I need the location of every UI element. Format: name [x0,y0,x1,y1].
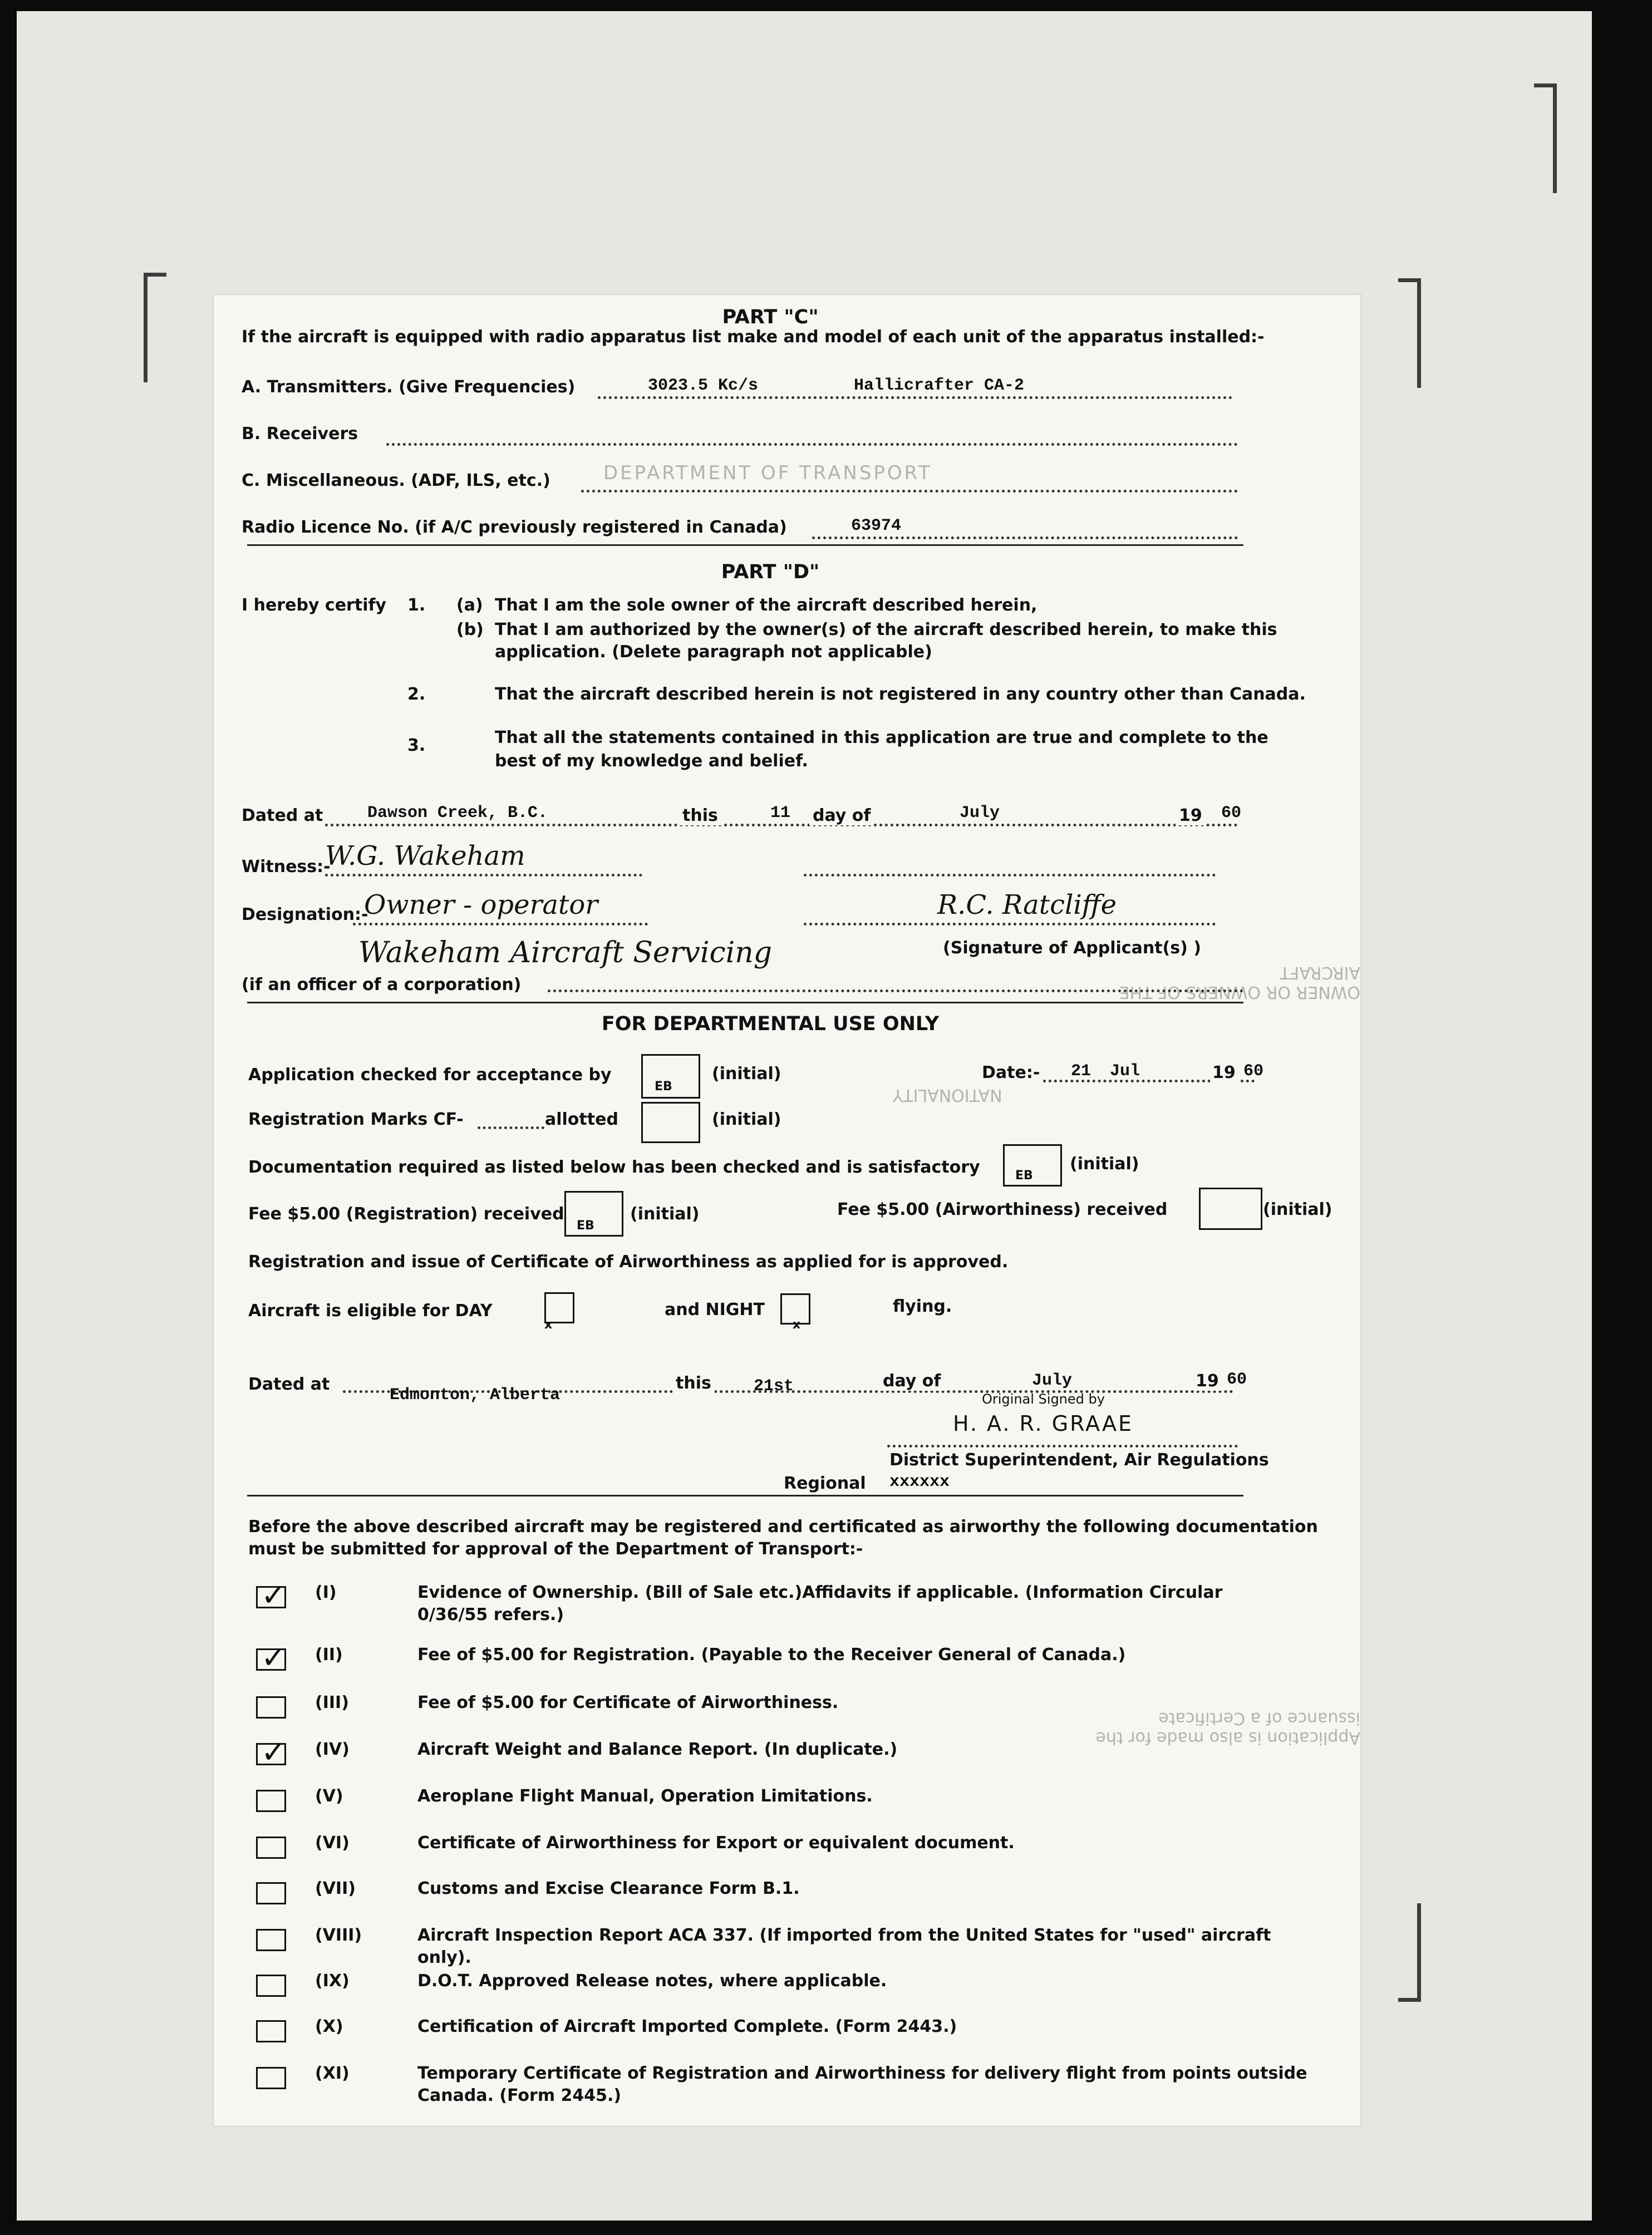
night-label: and NIGHT [665,1300,765,1320]
document-checkbox[interactable] [256,2020,286,2042]
document-item-text: Certificate of Airworthiness for Export or equivalent document. [417,1833,1015,1853]
crop-mark-top-left [144,273,166,382]
initial-label: (initial) [1263,1200,1333,1219]
divider [247,544,1243,546]
witness-line-2 [804,874,1216,877]
document-checkbox[interactable] [256,1640,287,1675]
part-c-intro: If the aircraft is equipped with radio apparatus list make and model of each unit of the apparatus installed:- [242,327,1265,347]
documentation-intro: Before the above described aircraft may be registered and certificated as airworthy the following documentation [248,1517,1318,1537]
witness-label: Witness:- [242,857,331,877]
check-mark-icon: ✓ [261,1578,287,1613]
document-item-number: (V) [315,1786,343,1806]
document-item-text: 0/36/55 refers.) [417,1605,564,1624]
this-label: this [672,1374,715,1393]
document-item-text: Aeroplane Flight Manual, Operation Limitations. [417,1786,873,1806]
check-mark-icon: ✓ [261,1735,287,1770]
document-item-number: (VI) [315,1833,350,1853]
document-item-number: (IX) [315,1971,350,1991]
document-item-number: (XI) [315,2064,350,2083]
designation-value: Owner - operator [364,889,598,920]
check-mark-icon: ✓ [261,1640,287,1675]
applicant-signature-line [804,923,1216,925]
document-item-number: (I) [315,1583,337,1602]
document-item-text: D.O.T. Approved Release notes, where applicable. [417,1971,887,1991]
reg-marks-initial-box [641,1102,700,1143]
item-2-number: 2. [407,685,426,704]
documentation-label: Documentation required as listed below has been checked and is satisfactory [248,1158,980,1177]
form-page [214,295,1360,2126]
misc-label: C. Miscellaneous. (ADF, ILS, etc.) [242,471,550,490]
corporation-line [548,989,1243,992]
transmitters-line [598,396,1232,399]
reg-marks-label: Registration Marks CF- [248,1110,464,1129]
divider [247,1002,1243,1003]
part-c-heading: PART "C" [722,306,819,328]
initial-label: (initial) [712,1064,781,1084]
item-1b-text: application. (Delete paragraph not applicable) [495,642,932,662]
documentation-intro: must be submitted for approval of the Department of Transport:- [248,1539,863,1559]
month-value: July [1032,1371,1073,1390]
flying-label: flying. [893,1297,952,1316]
crop-mark-top-right [1398,278,1421,388]
month-value: July [960,804,1000,823]
date-year-prefix: 19 [1210,1063,1238,1082]
crop-mark-top-far-right [1534,83,1557,193]
day-value: 11 [770,804,791,823]
document-item-number: (VIII) [315,1926,362,1945]
year-value: 60 [1227,1370,1247,1389]
certify-label: I hereby certify [242,595,387,615]
checked-label: Application checked for acceptance by [248,1065,612,1085]
year-prefix: 19 [1176,806,1206,825]
document-checkbox[interactable] [256,1578,287,1613]
fee-registration-initial: EB [577,1219,594,1233]
year-value: 60 [1221,804,1242,823]
document-item-text: only). [417,1948,471,1967]
designation-line [353,923,648,925]
applicant-signature: R.C. Ratcliffe [937,889,1117,920]
regional-label: Regional [784,1474,866,1493]
original-signed-stamp: Original Signed by [982,1391,1105,1407]
document-item-number: (III) [315,1693,349,1712]
document-item-number: (IV) [315,1740,350,1759]
document-item-number: (X) [315,2017,343,2036]
initial-label: (initial) [712,1110,781,1129]
dated-at-value: Dawson Creek, B.C. [367,804,548,823]
this-label: this [679,806,721,825]
misc-line [581,490,1238,493]
dated-at-label: Dated at [242,806,323,825]
document-item-text: Customs and Excise Clearance Form B.1. [417,1879,800,1898]
item-1a-letter: (a) [456,595,483,615]
item-1-number: 1. [407,595,426,615]
item-3-text: best of my knowledge and belief. [495,751,808,771]
allotted-label: allotted [545,1110,618,1129]
document-item-text: Fee of $5.00 for Registration. (Payable to the Receiver General of Canada.) [417,1645,1126,1665]
superintendent-title: District Superintendent, Air Regulations [889,1450,1269,1470]
applicant-signature-caption: (Signature of Applicant(s) ) [943,938,1201,958]
bleed-through-text: Application is also made for the issuance of a Certificate [1095,1709,1360,1747]
document-item-number: (VII) [315,1879,356,1898]
document-checkbox[interactable] [256,1696,286,1719]
date-month: Jul [1110,1062,1140,1081]
part-d-heading: PART "D" [721,561,820,583]
item-3-number: 3. [407,736,426,755]
checked-initial: EB [655,1080,672,1094]
bleed-through-text: DEPARTMENT OF TRANSPORT [603,462,932,484]
document-checkbox[interactable] [256,1837,286,1859]
day-value: 21st [754,1377,794,1396]
item-3-text: That all the statements contained in this application are true and complete to the [495,728,1268,747]
document-checkbox[interactable] [256,1735,287,1770]
radio-licence-line [812,536,1238,539]
dated-at-label: Dated at [248,1375,330,1394]
document-checkbox[interactable] [256,1975,286,1997]
struck-text: xxxxxx [889,1473,950,1491]
approved-text: Registration and issue of Certificate of Airworthiness as applied for is approved. [248,1252,1009,1272]
designation-label: Designation:- [242,905,368,924]
document-checkbox[interactable] [256,1929,286,1951]
document-checkbox[interactable] [256,2067,286,2089]
crop-mark-bottom-right [1398,1903,1421,2002]
date-day: 21 [1071,1062,1092,1081]
corporation-caption: (if an officer of a corporation) [242,975,522,995]
fee-airworthiness-box [1199,1188,1262,1230]
dated-at-line [325,824,1238,826]
day-of-label: day of [809,806,874,825]
item-1b-text: That I am authorized by the owner(s) of the aircraft described herein, to make this [495,620,1277,639]
document-checkbox[interactable] [256,1882,286,1904]
document-item-text: Canada. (Form 2445.) [417,2086,622,2105]
signer-line [887,1445,1238,1448]
reg-marks-line [478,1126,544,1129]
document-item-text: Fee of $5.00 for Certificate of Airworthiness. [417,1693,839,1712]
day-of-label: day of [879,1371,944,1391]
document-item-text: Certification of Aircraft Imported Complete. (Form 2443.) [417,2017,957,2036]
dated-at-value: Edmonton, Alberta [390,1386,560,1405]
document-item-text: Temporary Certificate of Registration and Airworthiness for delivery flight from points outside [417,2064,1307,2083]
date-label: Date:- [982,1063,1040,1082]
transmitters-frequency: 3023.5 Kc/s [648,376,759,395]
signer-name: H. A. R. GRAAE [952,1411,1134,1436]
receivers-line [386,443,1238,446]
witness-line [325,874,642,877]
day-mark: x [544,1318,553,1332]
document-item-text: Aircraft Weight and Balance Report. (In duplicate.) [417,1740,898,1759]
radio-licence-label: Radio Licence No. (if A/C previously registered in Canada) [242,518,787,537]
bleed-through-text: OWNER OR OWNERS OF THE AIRCRAFT [1119,963,1360,1002]
transmitters-label: A. Transmitters. (Give Frequencies) [242,377,576,397]
divider [247,1495,1243,1496]
witness-signature: W.G. Wakeham [325,840,525,872]
fee-registration-label: Fee $5.00 (Registration) received [248,1204,564,1224]
corporation-signature: Wakeham Aircraft Servicing [358,936,773,969]
item-1b-letter: (b) [456,620,484,639]
eligible-label: Aircraft is eligible for DAY [248,1301,493,1321]
item-1a-text: That I am the sole owner of the aircraft described herein, [495,595,1038,615]
document-checkbox[interactable] [256,1790,286,1812]
document-item-text: Evidence of Ownership. (Bill of Sale etc.)Affidavits if applicable. (Information Circular [417,1583,1223,1602]
document-item-text: Aircraft Inspection Report ACA 337. (If imported from the United States for "used" aircraft [417,1926,1271,1945]
radio-licence-value: 63974 [851,516,902,535]
bleed-through-text: NATIONALITY [893,1085,1002,1105]
night-mark: x [793,1318,801,1332]
document-item-number: (II) [315,1645,343,1665]
item-2-text: That the aircraft described herein is not registered in any country other than Canada. [495,685,1306,704]
receivers-label: B. Receivers [242,424,358,444]
year-prefix: 19 [1193,1371,1221,1391]
fee-airworthiness-label: Fee $5.00 (Airworthiness) received [837,1200,1168,1219]
departmental-heading: FOR DEPARTMENTAL USE ONLY [601,1013,940,1035]
date-year: 60 [1243,1062,1264,1081]
documentation-initial: EB [1015,1169,1033,1183]
transmitters-model: Hallicrafter CA-2 [854,376,1025,395]
initial-label: (initial) [630,1204,700,1224]
initial-label: (initial) [1070,1154,1139,1174]
